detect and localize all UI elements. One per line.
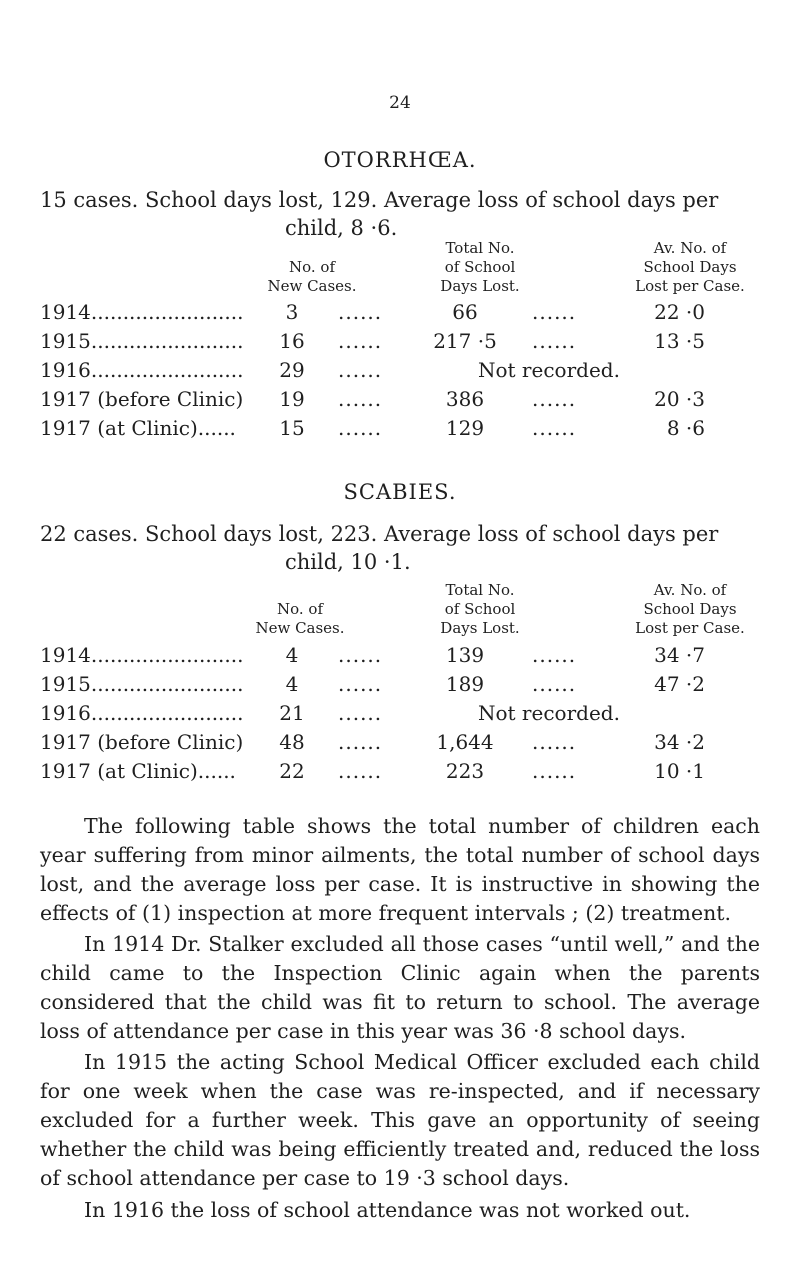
dot-leader: ...... [338,701,383,725]
table-row [40,701,760,727]
table-row [40,643,760,669]
header-line: Lost per Case. [635,277,745,295]
row-year: 1917 (before Clinic) [40,387,244,411]
summary-line: child, 8 ·6. [285,216,398,240]
cell-average: 13 ·5 [654,329,705,353]
dot-leader: ...... [338,416,383,440]
section-title-otorrhoea: OTORRHŒA. [323,148,477,172]
row-year: 1917 (at Clinic) [40,759,198,783]
row-leader: ........................ [90,300,244,324]
dot-leader: ...... [338,672,383,696]
header-line: Lost per Case. [635,619,745,637]
cell-days-lost: 66 [452,300,478,324]
table-row [40,358,760,384]
header-line: Total No. [445,581,515,599]
cell-new-cases: 19 [279,387,305,411]
dot-leader: ...... [532,759,577,783]
cell-average: 34 ·2 [654,730,705,754]
header-line: Av. No. of [653,581,727,599]
summary-line: 22 cases. School days lost, 223. Average loss of school days per [40,522,719,546]
cell-new-cases: 15 [279,416,305,440]
row-year: 1914 [40,643,91,667]
header-line: of School [444,600,516,618]
dot-leader: ...... [338,387,383,411]
cell-new-cases: 4 [285,643,299,667]
header-line: New Cases. [255,619,345,637]
column-header-days [420,239,540,296]
cell-new-cases: 22 [279,759,305,783]
dot-leader: ...... [338,329,383,353]
header-line: No. of [276,600,323,618]
page-number: 24 [389,93,411,113]
table-row [40,672,760,698]
column-header-cases [250,600,350,638]
cell-days-lost: 1,644 [436,730,494,754]
cell-new-cases: 21 [279,701,305,725]
cell-new-cases: 48 [279,730,305,754]
header-line: School Days [643,600,737,618]
header-line: New Cases. [267,277,357,295]
dot-leader: ...... [532,387,577,411]
dot-leader: ...... [532,672,577,696]
table-row [40,329,760,355]
row-leader: ...... [197,759,236,783]
body-paragraph: In 1914 Dr. Stalker excluded all those cases “until well,” and the child came to the Inspection Clinic again when the parents considered that the child was fit to return to school. The average loss of attendance per case in this year was 36 ·8 school days. [40,932,760,1043]
header-line: Total No. [445,239,515,257]
dot-leader: ...... [532,730,577,754]
table-row [40,759,760,785]
row-year: 1917 (before Clinic) [40,730,244,754]
dot-leader: ...... [338,358,383,382]
cell-days-lost: 223 [445,759,485,783]
cell-days-lost: 139 [445,643,485,667]
row-year: 1914 [40,300,91,324]
cell-days-lost: 386 [445,387,485,411]
cell-new-cases: 4 [285,672,299,696]
header-line: Av. No. of [653,239,727,257]
cell-days-lost: 189 [445,672,485,696]
row-leader: ........................ [90,358,244,382]
summary-line: child, 10 ·1. [285,550,411,574]
summary-otorrhoea [40,186,780,242]
row-leader: ........................ [90,643,244,667]
dot-leader: ...... [532,416,577,440]
cell-days-lost: 217 ·5 [433,329,497,353]
column-header-cases [262,258,362,296]
dot-leader: ...... [338,643,383,667]
table-row [40,730,760,756]
row-leader: ...... [197,416,236,440]
cell-new-cases: 29 [279,358,305,382]
body-paragraph: The following table shows the total number of children each year suffering from minor ailments, the total number of school days lost, and the average loss per case. It is instructive in showing the effects of (1) inspection at more frequent intervals ; (2) treatment. [40,814,760,925]
row-leader: ........................ [90,701,244,725]
cell-average: 8 ·6 [666,416,705,440]
section-title-scabies: SCABIES. [343,480,457,504]
dot-leader: ...... [532,300,577,324]
row-year: 1915 [40,672,91,696]
cell-average: 10 ·1 [654,759,705,783]
header-line: of School [444,258,516,276]
row-year: 1916 [40,358,91,382]
header-line: Days Lost. [440,277,520,295]
cell-average: 20 ·3 [654,387,705,411]
body-paragraph: In 1915 the acting School Medical Officer excluded each child for one week when the case was re-inspected, and if necessary excluded for a further week. This gave an opportunity of seeing whether the child was being efficiently treated and, reduced the loss of school attendance per case to 19 ·3 school days. [40,1050,760,1190]
cell-average: 34 ·7 [654,643,705,667]
summary-line: 15 cases. School days lost, 129. Average loss of school days per [40,188,719,212]
header-line: Days Lost. [440,619,520,637]
row-year: 1916 [40,701,91,725]
dot-leader: ...... [532,329,577,353]
column-header-average [615,239,765,296]
body-paragraph: In 1916 the loss of school attendance was not worked out. [84,1198,691,1222]
cell-average: 22 ·0 [654,300,705,324]
header-line: School Days [643,258,737,276]
row-year: 1917 (at Clinic) [40,416,198,440]
dot-leader: ...... [338,759,383,783]
cell-days-lost: 129 [445,416,485,440]
row-leader: ........................ [90,672,244,696]
cell-note: Not recorded. [478,701,620,725]
row-leader: ........................ [90,329,244,353]
cell-new-cases: 16 [279,329,305,353]
header-line: No. of [288,258,335,276]
dot-leader: ...... [338,300,383,324]
column-header-average [615,581,765,638]
summary-scabies [40,520,780,576]
dot-leader: ...... [338,730,383,754]
cell-average: 47 ·2 [654,672,705,696]
table-row [40,300,760,326]
cell-note: Not recorded. [478,358,620,382]
dot-leader: ...... [532,643,577,667]
table-row [40,387,760,413]
row-year: 1915 [40,329,91,353]
column-header-days [420,581,540,638]
cell-new-cases: 3 [285,300,299,324]
table-row [40,416,760,442]
